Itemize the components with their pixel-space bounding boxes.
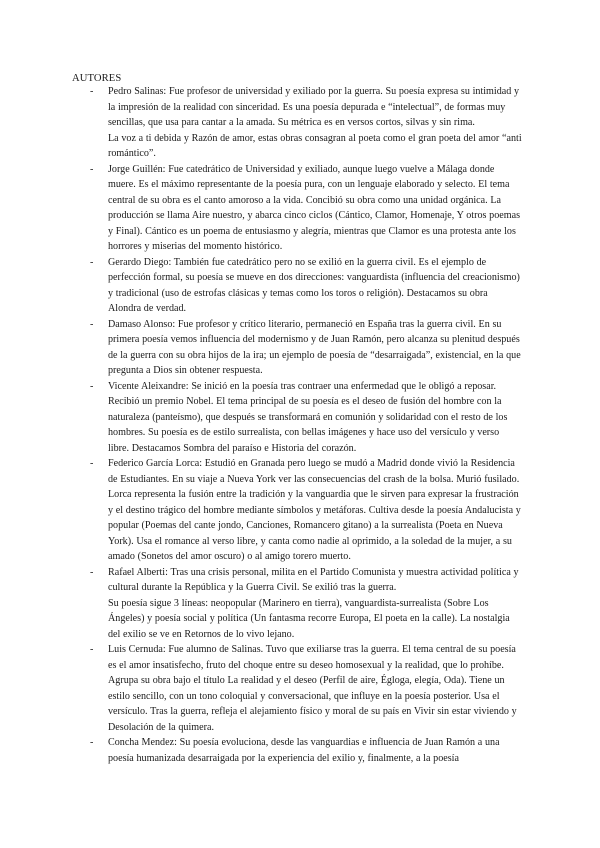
list-dash: - [90,380,94,392]
list-dash: - [90,86,94,97]
author-entry [90,255,522,317]
author-paragraph: Vicente Aleixandre: Se inició en la poesía tras contraer una enfermedad que le obligó a reposar. Recibió un premio Nobel. El tema principal de su poesía es el deseo de fusión del hombre con la naturaleza (panteísmo), que después se transformará en comunión y solidaridad con el resto de los hombres. Su poesía es de estilo surrealista, con bellas imágenes y hace uso del versículo y verso libre. Destacamos Sombra del paraíso e Historia del corazón. [108,380,508,454]
author-entry [90,317,522,379]
author-paragraph: Su poesía sigue 3 líneas: neopopular (Marinero en tierra), vanguardista-surrealista (Sobre Los Ángeles) y poesía social y política (Un fantasma recorre Europa, El poeta en la calle). La nostalgia del exilio se ve en Retornos de lo vivo lejano. [108,597,510,640]
author-entry [90,84,522,162]
author-entry [90,456,522,565]
author-entry [90,565,522,643]
list-dash: - [90,458,94,469]
list-dash: - [90,737,94,748]
author-paragraph: Rafael Alberti: Tras una crisis personal, milita en el Partido Comunista y muestra actividad política y cultural durante la República y la Guerra Civil. Se exilió tras la guerra. [108,566,519,593]
author-entry [90,162,522,255]
list-dash: - [90,566,94,578]
author-paragraph: La voz a ti debida y Razón de amor, estas obras consagran al poeta como el gran poeta del amor “anti romántico”. [108,132,522,159]
list-dash: - [90,163,94,175]
list-dash: - [90,256,94,268]
list-dash: - [90,644,94,655]
author-paragraph: Gerardo Diego: También fue catedrático pero no se exilió en la guerra civil. Es el ejemplo de perfección formal, su poesía se mueve en dos direcciones: vanguardista (influencia del creacionismo) y tradicional (uso de estrofas clásicas y temas como los toros o religión). Destacamos su obra Alondra de verdad. [108,256,520,314]
author-entry [90,642,522,735]
author-list [90,84,522,766]
author-entry [90,735,522,766]
author-paragraph: Luis Cernuda: Fue alumno de Salinas. Tuvo que exiliarse tras la guerra. El tema central de su poesía es el amor insatisfecho, fruto del choque entre su deseo homosexual y la realidad, que lo prohíbe. Agrupa su obra bajo el título La realidad y el deseo (Perfil de aire, Égloga, elegía, Oda). Tiene un estilo sencillo, con un tono coloquial y conversacional, que influye en la poesía posterior. Usa el versículo. Tras la guerra, refleja el alejamiento físico y moral de su país en Vivir sin estar viviendo y Desolación de la quimera. [108,644,517,733]
section-heading: AUTORES [72,73,122,84]
list-dash: - [90,318,94,330]
author-paragraph: Pedro Salinas: Fue profesor de universidad y exiliado por la guerra. Su poesía expresa su intimidad y la impresión de la realidad con sinceridad. Es una poesía depurada e “intelectual”, de formas muy sencillas, que usa para cantar a la amada. Su métrica es en versos cortos, silvas y sin rima. [108,86,520,128]
author-paragraph: Federico García Lorca: Estudió en Granada pero luego se mudó a Madrid donde vivió la Residencia de Estudiantes. En su viaje a Nueva York ver las consecuencias del crash de la bolsa. Murió fusilado. Lorca representa la fusión entre la tradición y la vanguardia que le sirven para expresar la frustración y el destino trágico del hombre mediante símbolos y metáforas. Cultiva desde la poesía Andalucista y popular (Poemas del cante jondo, Canciones, Romancero gitano) a la surrealista (Poeta en Nueva York). Usa el romance al verso libre, y canta como nadie al oprimido, a la soledad de la mujer, a su amado (Sonetos del amor oscuro) o al amigo torero muerto. [108,458,521,562]
author-paragraph: Damaso Alonso: Fue profesor y crítico literario, permaneció en España tras la guerra civil. En su primera poesía vemos influencia del modernismo y de Juan Ramón, pero alcanza su plenitud después de la guerra con su obra hijos de la ira; un ejemplo de poesía de “desarraigada”, existencial, en la que pregunta a Dios sin obtener respuesta. [108,318,521,376]
author-entry [90,379,522,457]
author-paragraph: Jorge Guillén: Fue catedrático de Universidad y exiliado, aunque luego vuelve a Málaga donde muere. Es el máximo representante de la poesía pura, con un lenguaje elaborado y selecto. El tema central de su obra es el canto amoroso a la vida. Concibió su obra como una unidad orgánica. La producción se llama Aire nuestro, y abarca cinco ciclos (Cántico, Clamor, Homenaje, Y otros poemas y Final). Cántico es un poema de entusiasmo y alegría, mientras que Clamor es una protesta ante los horrores y miserias del momento histórico. [108,163,520,252]
author-paragraph: Concha Mendez: Su poesía evoluciona, desde las vanguardias e influencia de Juan Ramón a una poesía humanizada desarraigada por la experiencia del exilio y, finalmente, a la poesía [108,737,500,764]
